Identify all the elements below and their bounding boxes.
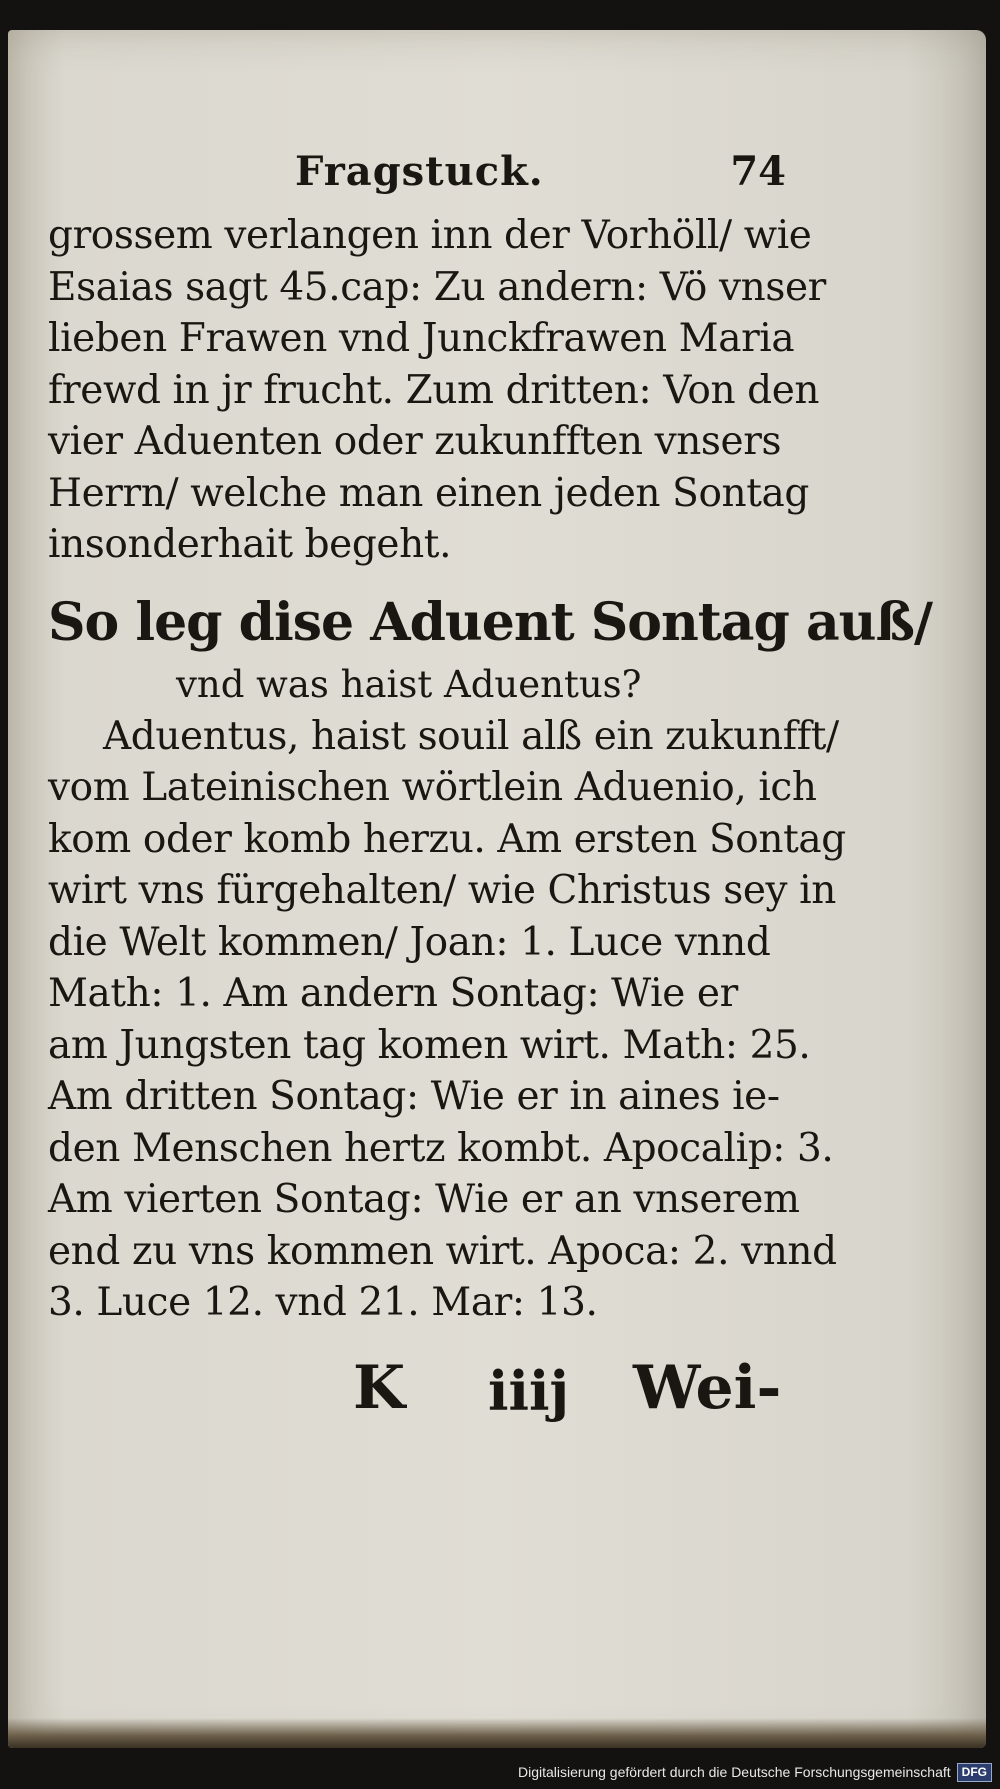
page-text: [48, 148, 932, 1453]
text-line: frewd in jr frucht. Zum dritten: Von den: [48, 367, 820, 413]
digitization-footer: [518, 1761, 992, 1783]
text-line: insonderhait begeht.: [48, 522, 452, 567]
paragraph-aduentus: [48, 711, 846, 1329]
signature-line: [48, 1353, 808, 1453]
signature-number: iiij: [488, 1358, 570, 1423]
text-line: Aduentus, haist souil alß ein zukunfft/: [103, 713, 839, 759]
section-heading: So leg dise Aduent Sontag auß/: [48, 591, 932, 653]
text-line: lieben Frawen vnd Junckfrawen Maria: [48, 316, 795, 361]
page-edge-shadow: [8, 1718, 986, 1748]
footer-credit: Digitalisierung gefördert durch die Deutsche Forschungsgemeinschaft: [517, 1764, 951, 1780]
text-line: grossem verlangen inn der Vorhöll/ wie: [48, 213, 812, 258]
text-line: vom Lateinischen wörtlein Aduenio, ich: [48, 765, 817, 810]
text-line: die Welt kommen/ Joan: 1. Luce vnnd: [48, 919, 771, 965]
signature-letter: K: [353, 1352, 406, 1423]
text-line: Am vierten Sontag: Wie er an vnserem: [48, 1177, 800, 1222]
text-line: Am dritten Sontag: Wie er in aines ie-: [48, 1074, 780, 1119]
text-line: kom oder komb herzu. Am ersten Sontag: [48, 816, 846, 862]
text-line: Herrn/ welche man einen jeden Sontag: [48, 470, 809, 516]
paragraph-continuation: [48, 210, 826, 571]
text-line: 3. Luce 12. vnd 21. Mar: 13.: [48, 1280, 598, 1325]
text-line: end zu vns kommen wirt. Apoca: 2. vnnd: [48, 1228, 837, 1274]
text-line: wirt vns fürgehalten/ wie Christus sey in: [48, 868, 836, 913]
book-page: [8, 30, 986, 1748]
running-head-title: Fragstuck.: [295, 148, 544, 195]
catchword: Wei-: [633, 1352, 782, 1423]
page-number: 74: [730, 148, 786, 195]
section-subheading: vnd was haist Aduentus?: [176, 662, 642, 706]
text-line: am Jungsten tag komen wirt. Math: 25.: [48, 1022, 811, 1068]
text-line: vier Aduenten oder zukunfften vnsers: [48, 419, 782, 464]
text-line: Esaias sagt 45.cap: Zu andern: Vö vnser: [48, 264, 826, 310]
dfg-logo-icon: DFG: [957, 1763, 992, 1782]
text-line: den Menschen hertz kombt. Apocalip: 3.: [48, 1125, 834, 1171]
text-line: Math: 1. Am andern Sontag: Wie er: [48, 971, 738, 1016]
running-header: [48, 148, 808, 210]
